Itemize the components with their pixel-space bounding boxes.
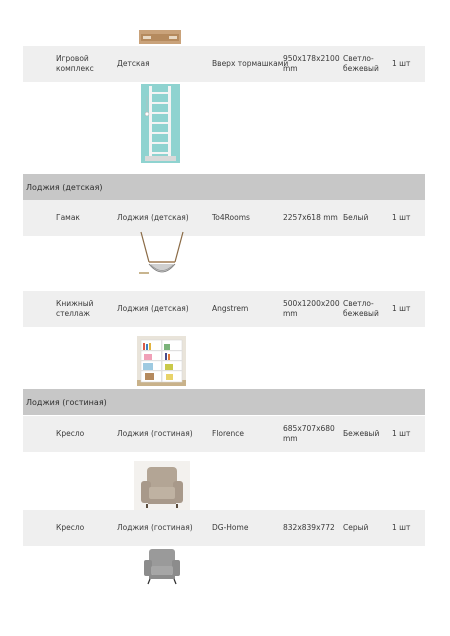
hammock-image xyxy=(135,230,189,280)
item-room: Лоджия (гостиная) xyxy=(117,429,193,438)
item-brand: To4Rooms xyxy=(212,213,250,222)
item-color: Серый xyxy=(343,523,369,532)
item-brand: DG-Home xyxy=(212,523,249,532)
item-qty: 1 шт xyxy=(392,523,411,532)
item-room: Лоджия (детская) xyxy=(117,304,189,313)
item-room: Детская xyxy=(117,59,150,68)
table-row xyxy=(23,200,425,236)
section-header: Лоджия (детская) xyxy=(23,174,425,200)
beige-armchair-image xyxy=(134,461,190,511)
item-size: 950х178х2100 mm xyxy=(283,54,340,73)
item-color: Светло-бежевый xyxy=(343,54,379,73)
item-qty: 1 шт xyxy=(392,429,411,438)
item-name: Игровой комплекс xyxy=(56,54,94,73)
item-name: Кресло xyxy=(56,523,85,532)
table-row xyxy=(23,291,425,327)
section-header: Лоджия (гостиная) xyxy=(23,389,425,415)
item-color: Светло-бежевый xyxy=(343,299,379,318)
item-qty: 1 шт xyxy=(392,213,411,222)
bookshelf-image xyxy=(137,336,186,386)
item-name: Книжный стеллаж xyxy=(56,299,94,318)
item-color: Белый xyxy=(343,213,369,222)
item-size: 500х1200х200 mm xyxy=(283,299,340,318)
item-size: 832х839х772 xyxy=(283,523,335,532)
item-room: Лоджия (детская) xyxy=(117,213,189,222)
item-qty: 1 шт xyxy=(392,59,411,68)
item-color: Бежевый xyxy=(343,429,380,438)
item-name: Гамак xyxy=(56,213,80,222)
table-row xyxy=(23,46,425,82)
grey-armchair-image xyxy=(139,546,185,586)
item-brand: Вверх тормашками xyxy=(212,59,289,68)
top-product-image xyxy=(139,30,181,44)
item-name: Кресло xyxy=(56,429,85,438)
item-brand: Florence xyxy=(212,429,245,438)
item-qty: 1 шт xyxy=(392,304,411,313)
item-size: 685х707х680 mm xyxy=(283,424,335,443)
table-row xyxy=(23,510,425,546)
item-room: Лоджия (гостиная) xyxy=(117,523,193,532)
item-brand: Angstrem xyxy=(212,304,249,313)
item-size: 2257х618 mm xyxy=(283,213,338,222)
table-row xyxy=(23,416,425,452)
play-complex-image xyxy=(141,84,180,163)
